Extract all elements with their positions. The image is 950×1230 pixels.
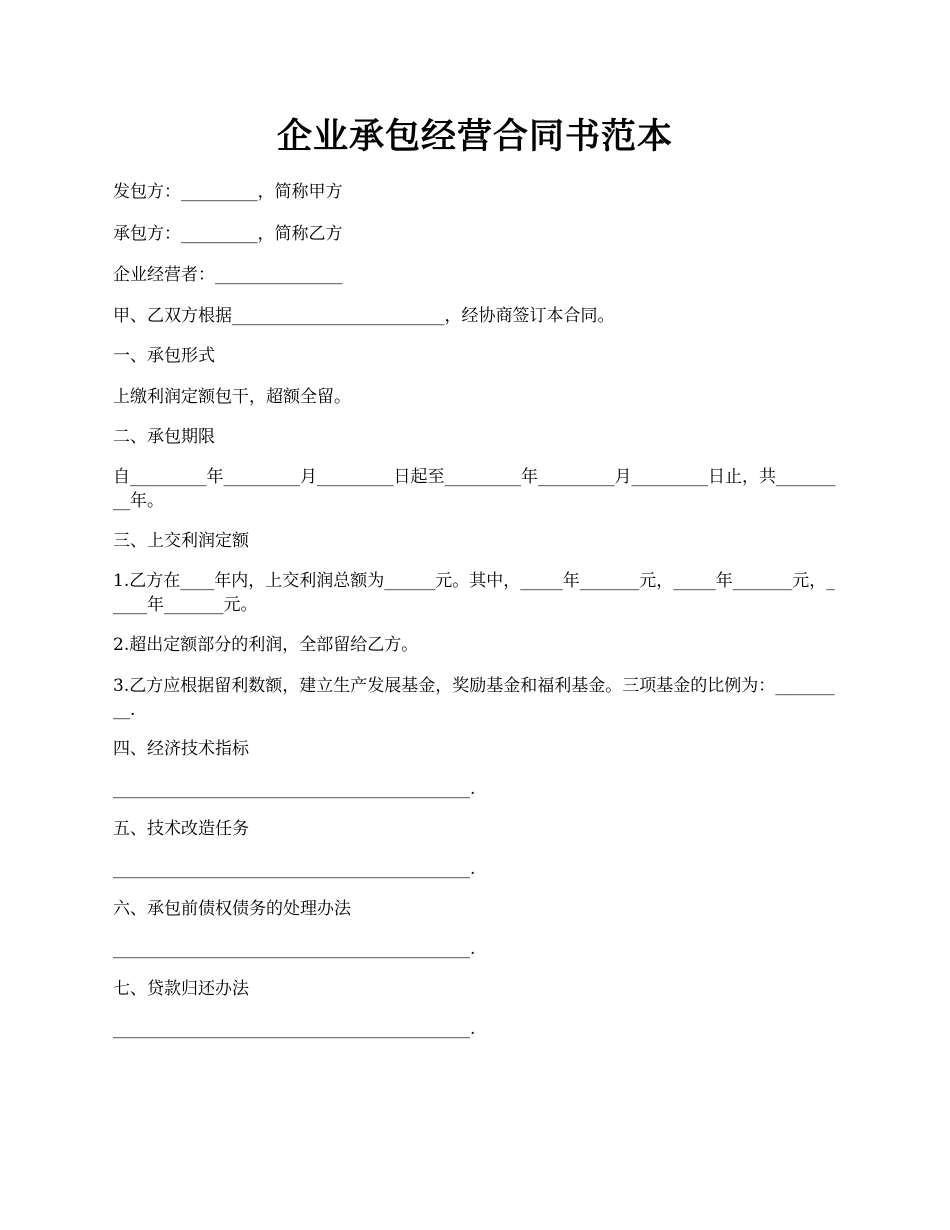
section-4-blank: __________________________________________. — [113, 779, 476, 799]
section-5-blank: __________________________________________. — [113, 859, 476, 879]
preamble-line: 甲、乙双方根据_________________________，经协商签订本合同。 — [113, 306, 615, 326]
section-2-body: 自_________年_________月_________日起至_________年_________月_________日止，共_________年。 — [113, 467, 836, 511]
section-1-heading: 一、承包形式 — [113, 346, 215, 366]
section-6-blank: __________________________________________. — [113, 939, 476, 959]
section-3-item-2: 2.超出定额部分的利润，全部留给乙方。 — [113, 635, 419, 655]
section-1-body: 上缴利润定额包干，超额全留。 — [113, 387, 351, 407]
section-2-heading: 二、承包期限 — [113, 427, 215, 447]
section-7-blank: __________________________________________. — [113, 1019, 476, 1039]
section-3-item-1: 1.乙方在____年内，上交利润总额为______元。其中，_____年_______元，_____年_______元，_____年_______元。 — [113, 571, 835, 615]
document-title: 企业承包经营合同书范本 — [276, 116, 673, 157]
section-5-heading: 五、技术改造任务 — [113, 819, 249, 839]
section-7-heading: 七、贷款归还办法 — [113, 979, 249, 999]
issuer-line: 发包方：_________，简称甲方 — [113, 182, 343, 202]
operator-line: 企业经营者：_______________ — [113, 265, 343, 285]
contractor-line: 承包方：_________，简称乙方 — [113, 224, 343, 244]
section-3-heading: 三、上交利润定额 — [113, 531, 249, 551]
section-3-item-3: 3.乙方应根据留利数额，建立生产发展基金，奖励基金和福利基金。三项基金的比例为：_________. — [113, 676, 835, 720]
section-4-heading: 四、经济技术指标 — [113, 739, 249, 759]
section-6-heading: 六、承包前债权债务的处理办法 — [113, 899, 351, 919]
